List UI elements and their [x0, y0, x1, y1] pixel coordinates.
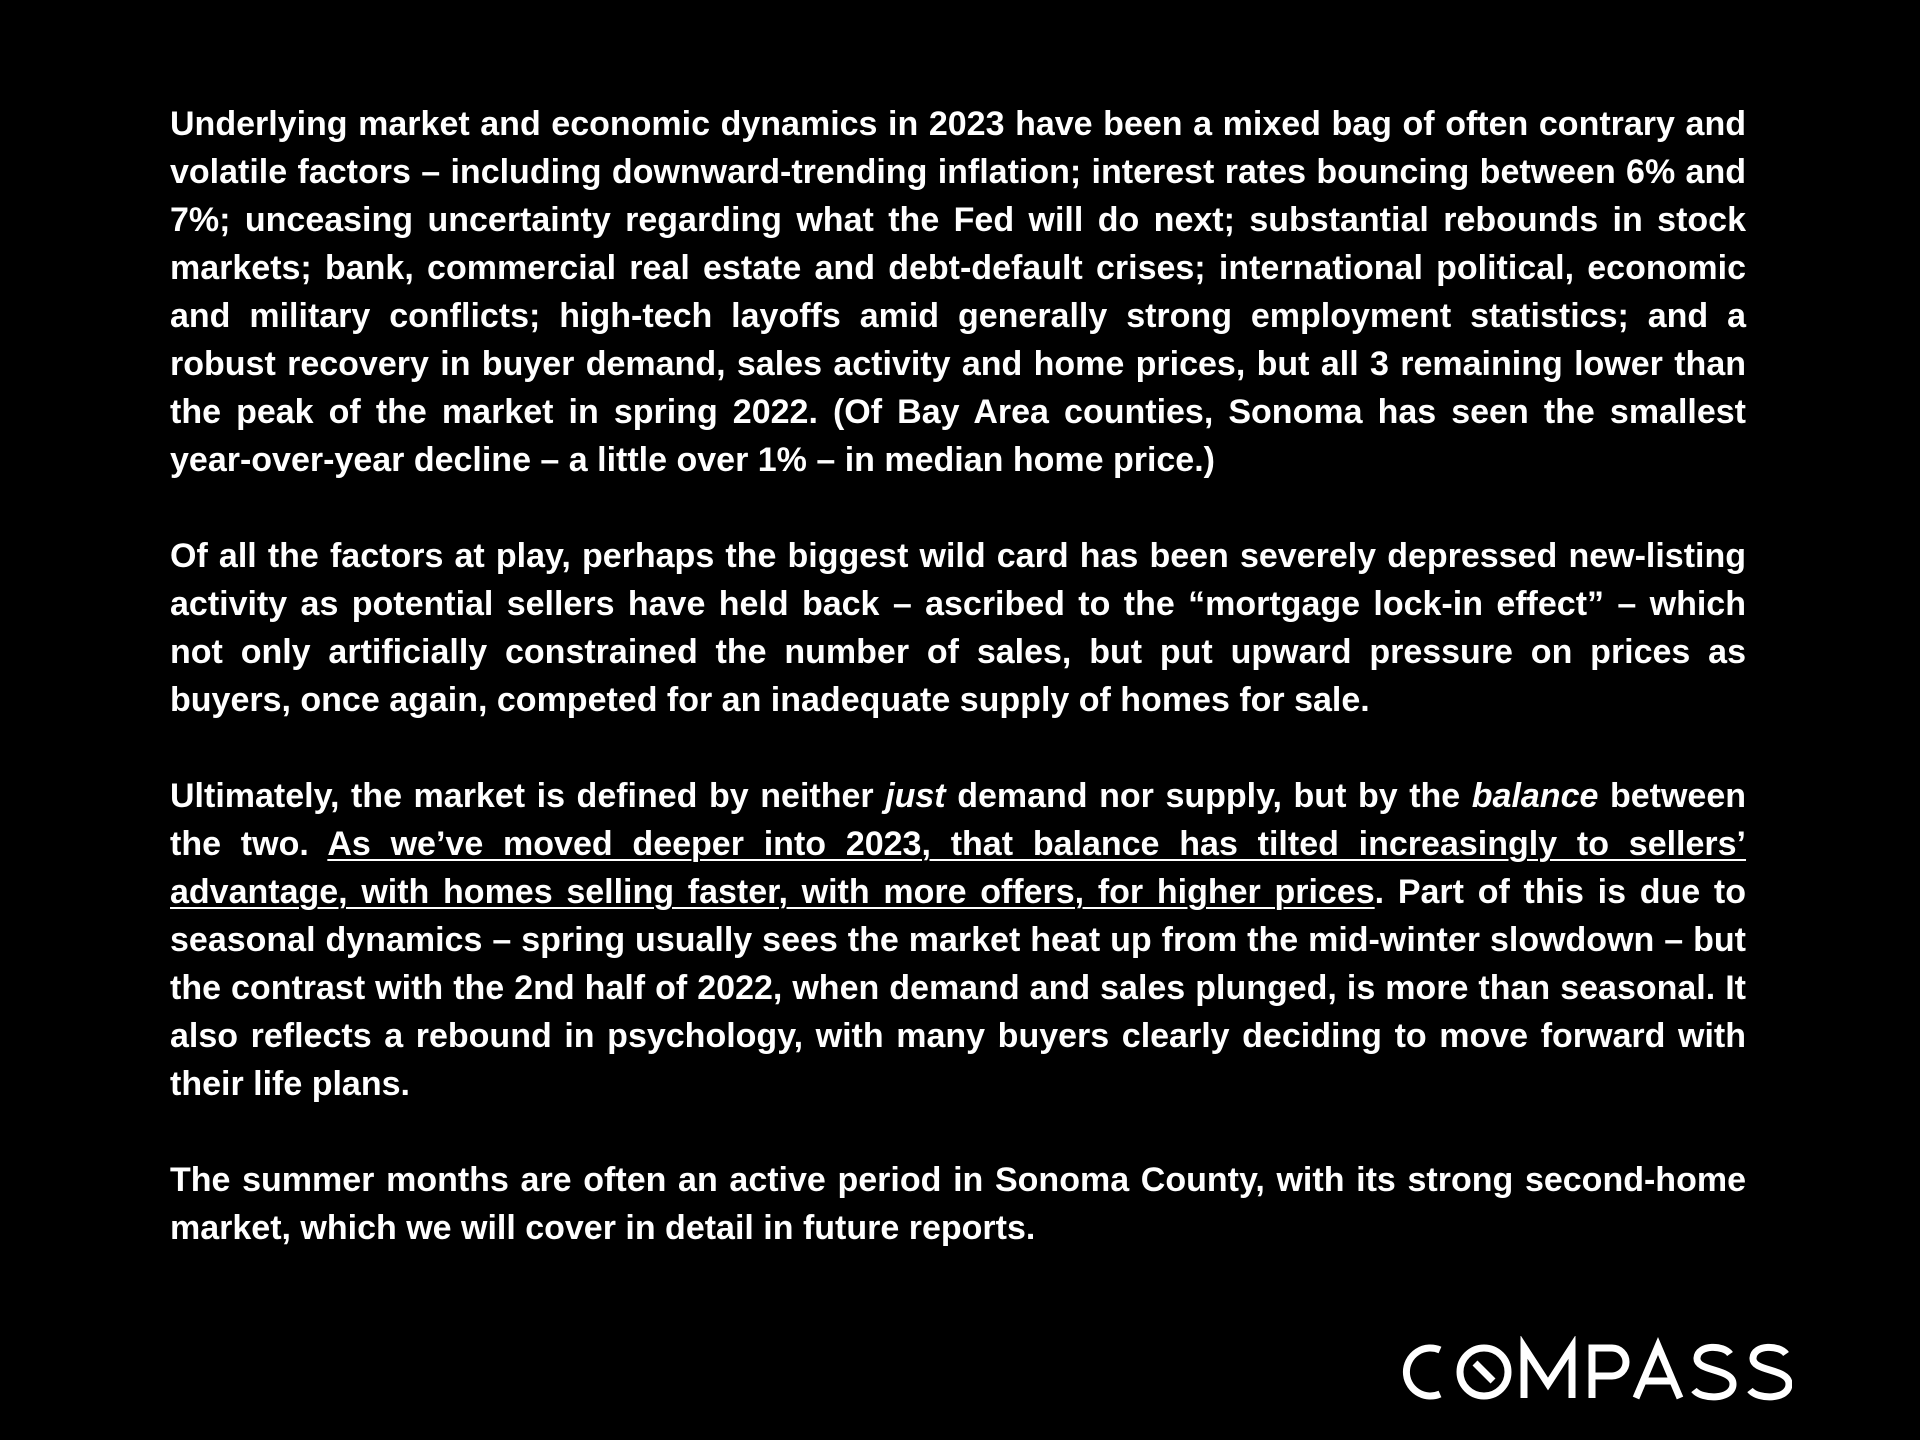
body-text: [170, 100, 1746, 1252]
paragraph-market-dynamics: Underlying market and economic dynamics in 2023 have been a mixed bag of often contrary and volatile factors – including downward-trending inflation; interest rates bouncing between 6% and 7%; unceasing uncertainty regarding what the Fed will do next; substantial rebounds in stock markets; bank, commercial real estate and debt-default crises; international political, economic and military conflicts; high-tech layoffs amid generally strong employment statistics; and a robust recovery in buyer demand, sales activity and home prices, but all 3 remaining lower than the peak of the market in spring 2022. (Of Bay Area counties, Sonoma has seen the smallest year-over-year decline – a little over 1% – in median home price.): [170, 105, 1746, 479]
compass-logo: [1396, 1336, 1792, 1408]
paragraph-listing-activity: Of all the factors at play, perhaps the biggest wild card has been severely depressed new-listing activity as potential sellers have held back – ascribed to the “mortgage lock-in effect” – which not only artificially constrained the number of sales, but put upward pressure on prices as buyers, once again, competed for an inadequate supply of homes for sale.: [170, 537, 1746, 719]
balance-text-2: demand nor supply, but by the: [945, 777, 1472, 815]
paragraph-summer-months: The summer months are often an active period in Sonoma County, with its strong second-home market, which we will cover in detail in future reports.: [170, 1161, 1746, 1247]
italic-balance: balance: [1471, 777, 1599, 815]
paragraph-market-balance: [170, 772, 1746, 1108]
balance-text-3: between the two.: [170, 777, 1746, 863]
balance-text-4: . Part of this is due to seasonal dynamics – spring usually sees the market heat up from the mid-winter slowdown – but the contrast with the 2nd half of 2022, when demand and sales plunged, is more than seasonal. It also reflects a rebound in psychology, with many buyers clearly deciding to move forward with their life plans.: [170, 873, 1746, 1103]
balance-text-1: Ultimately, the market is defined by neither: [170, 777, 886, 815]
compass-logo-mark: [1396, 1336, 1792, 1408]
italic-just: just: [885, 777, 946, 815]
underlined-sellers-advantage: As we’ve moved deeper into 2023, that balance has tilted increasingly to sellers’ advantage, with homes selling faster, with more offers, for higher prices: [170, 825, 1747, 911]
